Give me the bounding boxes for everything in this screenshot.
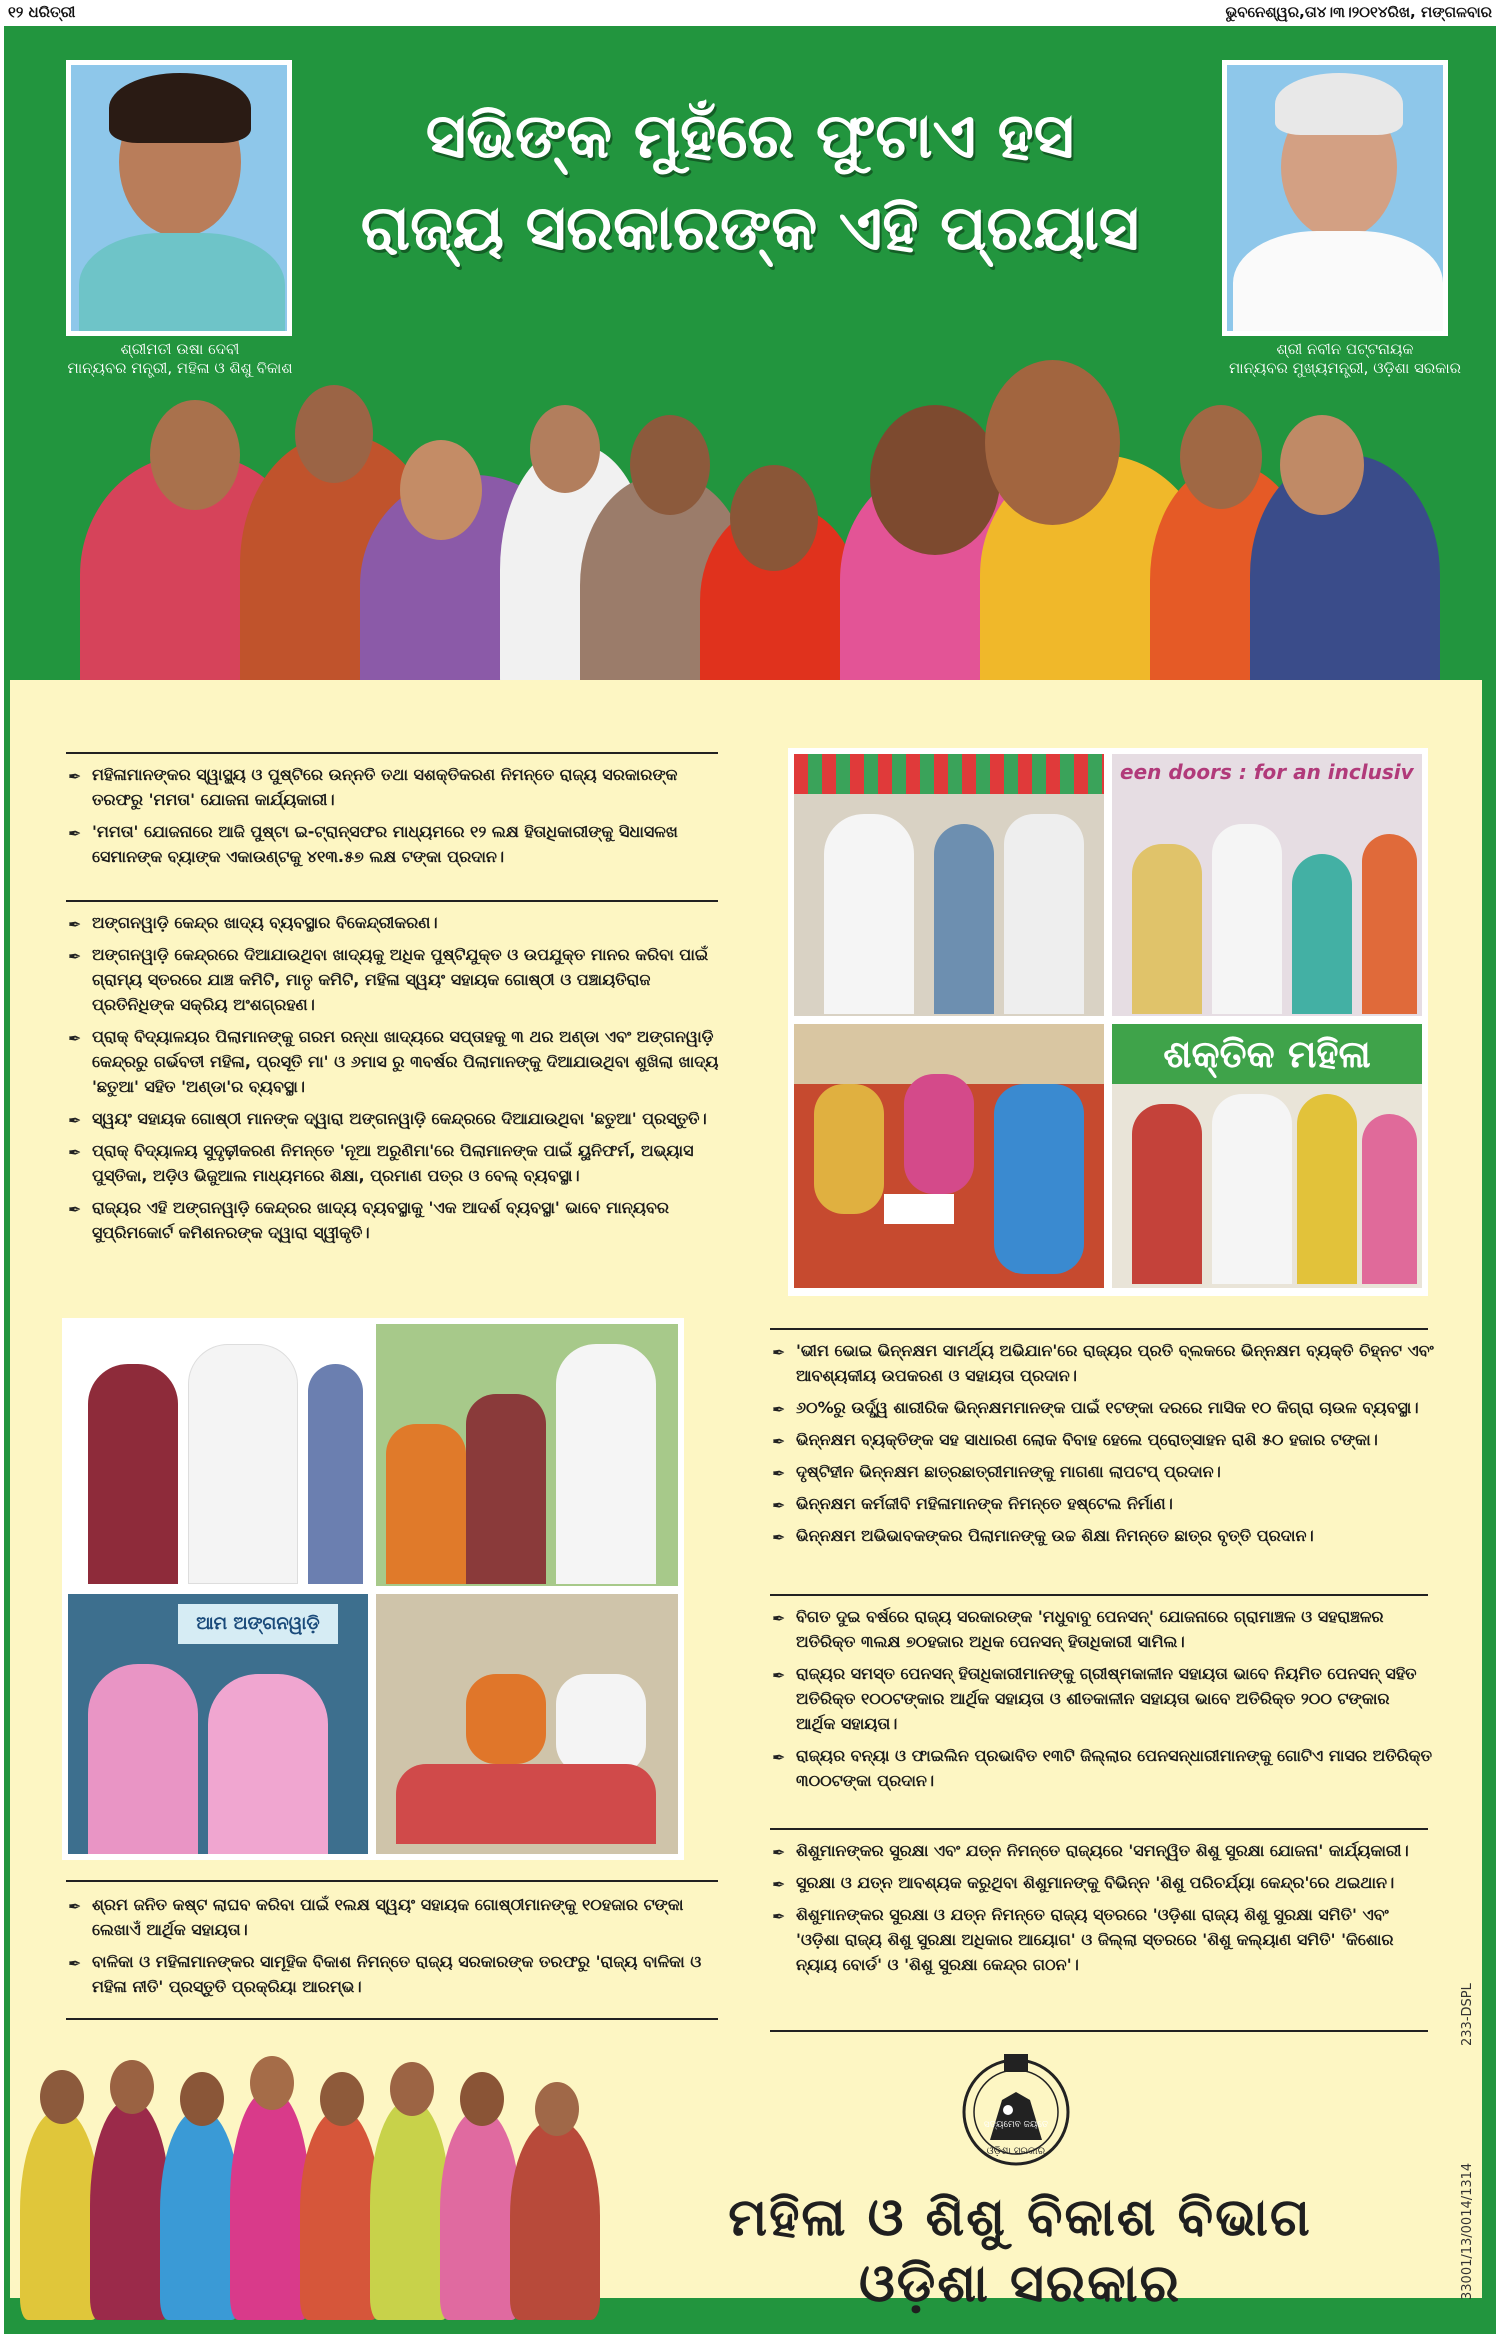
list-item: ✒ 'ମମତା' ଯୋଜନାରେ ଆଜି ପୁଷ୍ଟା ଇ-ଟ୍ରାନ୍ସଫର ମାଧ୍ୟମରେ ୧୨ ଲକ୍ଷ ହିତାଧିକାରୀଙ୍କୁ ସିଧାସଳଖ ସେମାନଙ୍କ ବ୍ୟାଙ୍କ ଏକାଉଣ୍ଟକୁ ୪୧୩.୫୭ ଲକ୍ଷ ଟଙ୍କା ପ୍ରଦାନ। xyxy=(68,822,678,866)
banner-text: ଶକ୍ତିକ ମହିଳା xyxy=(1112,1024,1422,1084)
list-item: ✒ ଅଙ୍ଗନୱାଡ଼ି କେନ୍ଦ୍ରରେ ଦିଆଯାଉଥିବା ଖାଦ୍ୟକୁ ଅଧିକ ପୁଷ୍ଟିଯୁକ୍ତ ଓ ଉପଯୁକ୍ତ ମାନର କରିବା ପାଇଁ ଗ୍ରାମ୍ୟ ସ୍ତରରେ ଯାଞ୍ଚ କମିଟି, ମାତୃ କମିଟି, ମହିଳା ସ୍ୱୟଂ ସହାୟକ ଗୋଷ୍ଠୀ ଓ ପଞ୍ଚାୟତିରାଜ ପ୍ରତିନିଧିଙ୍କ ସକ୍ରିୟ ଅଂଶଗ୍ରହଣ। xyxy=(68,945,709,1014)
banner-text: een doors : for an inclusiv xyxy=(1120,760,1414,784)
photo xyxy=(68,1594,368,1854)
list-item: ✒ ବାଳିକା ଓ ମହିଳାମାନଙ୍କର ସାମୂହିକ ବିକାଶ ନିମନ୍ତେ ରାଜ୍ୟ ସରକାରଙ୍କ ତରଫରୁ 'ରାଜ୍ୟ ବାଳିକା ଓ ମହିଳା ନୀତି' ପ୍ରସ୍ତୁତି ପ୍ରକ୍ରିୟା ଆରମ୍ଭ। xyxy=(68,1952,702,1996)
people-collage xyxy=(80,345,1440,705)
photo xyxy=(794,754,1104,1016)
pen-nib-icon: ✒ xyxy=(772,1400,786,1419)
left-portrait-name: ଶ୍ରୀମତୀ ଉଷା ଦେବୀ xyxy=(120,340,240,358)
rule xyxy=(66,752,718,754)
photo xyxy=(1112,1024,1422,1288)
rule xyxy=(770,2030,1428,2032)
rule xyxy=(66,900,718,902)
pen-nib-icon: ✒ xyxy=(772,1432,786,1451)
pen-nib-icon: ✒ xyxy=(68,1200,82,1219)
photo xyxy=(68,1324,368,1586)
bullet-list-a xyxy=(66,762,726,876)
ad-code: 233-DSPL xyxy=(1460,1983,1475,2046)
pen-nib-icon: ✒ xyxy=(772,1528,786,1547)
list-item: ✒ ରାଜ୍ୟର ଏହି ଅଙ୍ଗନୱାଡ଼ି କେନ୍ଦ୍ରର ଖାଦ୍ୟ ବ୍ୟବସ୍ଥାକୁ 'ଏକ ଆଦର୍ଶ ବ୍ୟବସ୍ଥା' ଭାବେ ମାନ୍ୟବର ସୁପ୍ରିମକୋର୍ଟ କମିଶନରଙ୍କ ଦ୍ୱାରା ସ୍ୱୀକୃତି। xyxy=(68,1198,670,1242)
emblem-motto: ସତ୍ୟମେବ ଜୟତେ xyxy=(983,2120,1049,2130)
place-date: ଭୁବନେଶ୍ୱର,ତା୪।୩।୨୦୧୪ରିଖ, ମଙ୍ଗଳବାର xyxy=(1225,3,1492,21)
rule xyxy=(770,1328,1428,1330)
list-item: ✒ 'ଭୀମ ଭୋଇ ଭିନ୍ନକ୍ଷମ ସାମର୍ଥ୍ୟ ଅଭିଯାନ'ରେ ରାଜ୍ୟର ପ୍ରତି ବ୍ଲକରେ ଭିନ୍ନକ୍ଷମ ବ୍ୟକ୍ତି ଚିହ୍ନଟ ଏବଂ ଆବଶ୍ୟକୀୟ ଉପକରଣ ଓ ସହାୟତା ପ୍ରଦାନ। xyxy=(772,1341,1434,1385)
women-group-photo xyxy=(20,2050,620,2320)
state-emblem xyxy=(960,2050,1072,2180)
header-strip xyxy=(0,0,1500,26)
pen-nib-icon: ✒ xyxy=(68,767,82,786)
pen-nib-icon: ✒ xyxy=(68,824,82,843)
pen-nib-icon: ✒ xyxy=(68,915,82,934)
bullet-list-e xyxy=(770,1604,1434,1800)
photo xyxy=(1112,754,1422,1016)
rule xyxy=(66,1880,718,1882)
pen-nib-icon: ✒ xyxy=(772,1907,786,1926)
list-item: ✒ ପ୍ରାକ୍ ବିଦ୍ୟାଳୟ ସୁଦୃଢ଼ୀକରଣ ନିମନ୍ତେ 'ନୂଆ ଅରୁଣିମା'ରେ ପିଲାମାନଙ୍କ ପାଇଁ ୟୁନିଫର୍ମ, ଅଭ୍ୟାସ ପୁସ୍ତିକା, ଅଡ଼ିଓ ଭିଜୁଆଲ ମାଧ୍ୟମରେ ଶିକ୍ଷା, ପ୍ରମାଣ ପତ୍ର ଓ ବେଲ୍ ବ୍ୟବସ୍ଥା। xyxy=(68,1141,694,1185)
department-signature xyxy=(680,2185,1360,2317)
left-portrait-title: ମାନ୍ୟବର ମନ୍ତ୍ରୀ, ମହିଳା ଓ ଶିଶୁ ବିକାଶ xyxy=(67,359,293,377)
pen-nib-icon: ✒ xyxy=(772,1343,786,1362)
sign-text: ଆମ ଅଙ୍ଗନୱାଡ଼ି xyxy=(178,1604,338,1644)
list-item: ✒ ସ୍ୱୟଂ ସହାୟକ ଗୋଷ୍ଠୀ ମାନଙ୍କ ଦ୍ୱାରା ଅଙ୍ଗନୱାଡ଼ି କେନ୍ଦ୍ରରେ ଦିଆଯାଉଥିବା 'ଛତୁଆ' ପ୍ରସ୍ତୁତି। xyxy=(66,1106,726,1131)
pen-nib-icon: ✒ xyxy=(772,1464,786,1483)
list-item: ✒ ରାଜ୍ୟର ବନ୍ୟା ଓ ଫାଇଲିନ ପ୍ରଭାବିତ ୧୩ଟି ଜିଲ୍ଲାର ପେନସନ୍ଧାରୀମାନଙ୍କୁ ଗୋଟିଏ ମାସର ଅତିରିକ୍ତ ୩୦୦ଟଙ୍କା ପ୍ରଦାନ। xyxy=(772,1746,1432,1790)
list-item: ✒ ଭିନ୍ନକ୍ଷମ ବ୍ୟକ୍ତିଙ୍କ ସହ ସାଧାରଣ ଲୋକ ବିବାହ ହେଲେ ପ୍ରୋତ୍ସାହନ ରାଶି ୫୦ ହଜାର ଟଙ୍କା। xyxy=(770,1427,1434,1452)
ad-reference: 33001/13/0014/1314 xyxy=(1460,2162,1475,2300)
department-name: ମହିଳା ଓ ଶିଶୁ ବିକାଶ ବିଭାଗ xyxy=(728,2188,1312,2248)
right-portrait-title: ମାନ୍ୟବର ମୁଖ୍ୟମନ୍ତ୍ରୀ, ଓଡ଼ିଶା ସରକାର xyxy=(1228,359,1462,377)
photo xyxy=(376,1594,678,1854)
list-item: ✒ ଶିଶୁମାନଙ୍କର ସୁରକ୍ଷା ଏବଂ ଯତ୍ନ ନିମନ୍ତେ ରାଜ୍ୟରେ 'ସମନ୍ୱିତ ଶିଶୁ ସୁରକ୍ଷା ଯୋଜନା' କାର୍ଯ୍ୟକାରୀ। xyxy=(770,1838,1434,1863)
pen-nib-icon: ✒ xyxy=(772,1875,786,1894)
pen-nib-icon: ✒ xyxy=(772,1843,786,1862)
list-item: ✒ ଭିନ୍ନକ୍ଷମ କର୍ମଜୀବି ମହିଳାମାନଙ୍କ ନିମନ୍ତେ ହଷ୍ଟେଲ ନିର୍ମାଣ। xyxy=(770,1491,1434,1516)
pen-nib-icon: ✒ xyxy=(772,1666,786,1685)
list-item: ✒ ୬୦%ରୁ ଉର୍ଦ୍ଧ୍ୱ ଶାରୀରିକ ଭିନ୍ନକ୍ଷମମାନଙ୍କ ପାଇଁ ୧ଟଙ୍କା ଦରରେ ମାସିକ ୧୦ କିଗ୍ରା ଚାଉଳ ବ୍ୟବସ୍ଥା। xyxy=(770,1395,1434,1420)
pen-nib-icon: ✒ xyxy=(68,947,82,966)
photo xyxy=(376,1324,678,1586)
rule xyxy=(770,1594,1428,1596)
pen-nib-icon: ✒ xyxy=(68,1029,82,1048)
list-item: ✒ ଭିନ୍ନକ୍ଷମ ଅଭିଭାବକଙ୍କର ପିଲାମାନଙ୍କୁ ଉଚ୍ଚ ଶିକ୍ଷା ନିମନ୍ତେ ଛାତ୍ର ବୃତ୍ତି ପ୍ରଦାନ। xyxy=(770,1523,1434,1548)
bullet-list-d xyxy=(770,1338,1434,1555)
photo-grid-middle xyxy=(62,1318,684,1860)
pen-nib-icon: ✒ xyxy=(68,1897,82,1916)
left-portrait-photo xyxy=(66,60,292,336)
list-item: ✒ ଦୃଷ୍ଟିହୀନ ଭିନ୍ନକ୍ଷମ ଛାତ୍ରଛାତ୍ରୀମାନଙ୍କୁ ମାଗଣା ଲାପଟପ୍ ପ୍ରଦାନ। xyxy=(770,1459,1434,1484)
list-item: ✒ ବିଗତ ଦୁଇ ବର୍ଷରେ ରାଜ୍ୟ ସରକାରଙ୍କ 'ମଧୁବାବୁ ପେନସନ୍' ଯୋଜନାରେ ଗ୍ରାମାଞ୍ଚଳ ଓ ସହରାଞ୍ଚଳର ଅତିରିକ୍ତ ୩ଲକ୍ଷ ୭୦ହଜାର ଅଧିକ ପେନସନ୍ ହିତାଧିକାରୀ ସାମିଲ। xyxy=(772,1607,1384,1651)
bullet-list-b xyxy=(66,910,726,1252)
rule xyxy=(66,2018,718,2020)
list-item: ✒ ମହିଳାମାନଙ୍କର ସ୍ୱାସ୍ଥ୍ୟ ଓ ପୁଷ୍ଟିରେ ଉନ୍ନତି ତଥା ସଶକ୍ତିକରଣ ନିମନ୍ତେ ରାଜ୍ୟ ସରକାରଙ୍କ ତରଫରୁ 'ମମତା' ଯୋଜନା କାର୍ଯ୍ୟକାରୀ। xyxy=(68,765,678,809)
list-item: ✒ ପ୍ରାକ୍ ବିଦ୍ୟାଳୟର ପିଲାମାନଙ୍କୁ ଗରମ ରନ୍ଧା ଖାଦ୍ୟରେ ସପ୍ତାହକୁ ୩ ଥର ଅଣ୍ଡା ଏବଂ ଅଙ୍ଗନୱାଡ଼ି କେନ୍ଦ୍ରରୁ ଗର୍ଭବତୀ ମହିଳା, ପ୍ରସୂତି ମା' ଓ ୬ମାସ ରୁ ୩ବର୍ଷର ପିଲାମାନଙ୍କୁ ଦିଆଯାଉଥିବା ଶୁଖିଲା ଖାଦ୍ୟ 'ଛତୁଆ' ସହିତ 'ଅଣ୍ଡା'ର ବ୍ୟବସ୍ଥା। xyxy=(68,1027,719,1096)
pen-nib-icon: ✒ xyxy=(68,1143,82,1162)
rule xyxy=(770,1828,1428,1830)
bullet-list-c xyxy=(66,1892,726,2006)
photo-grid-top xyxy=(788,748,1428,1296)
pen-nib-icon: ✒ xyxy=(772,1748,786,1767)
list-item: ✒ ଶ୍ରମ ଜନିତ କଷ୍ଟ ଲାଘବ କରିବା ପାଇଁ ୧ଲକ୍ଷ ସ୍ୱୟଂ ସହାୟକ ଗୋଷ୍ଠୀମାନଙ୍କୁ ୧୦ହଜାର ଟଙ୍କା ଲେଖାଏଁ ଆର୍ଥିକ ସହାୟତା। xyxy=(68,1895,684,1939)
headline-line-1: ସଭିଙ୍କ ମୁହଁରେ ଫୁଟାଏ ହସ xyxy=(425,99,1075,172)
photo xyxy=(794,1024,1104,1288)
pen-nib-icon: ✒ xyxy=(772,1496,786,1515)
list-item: ✒ ଶିଶୁମାନଙ୍କର ସୁରକ୍ଷା ଓ ଯତ୍ନ ନିମନ୍ତେ ରାଜ୍ୟ ସ୍ତରରେ 'ଓଡ଼ିଶା ରାଜ୍ୟ ଶିଶୁ ସୁରକ୍ଷା ସମିତି' ଏବଂ 'ଓଡ଼ିଶା ରାଜ୍ୟ ଶିଶୁ ସୁରକ୍ଷା ଅଧିକାର ଆୟୋଗ' ଓ ଜିଲ୍ଲା ସ୍ତରରେ 'ଶିଶୁ କଲ୍ୟାଣ ସମିତି' 'କିଶୋର ନ୍ୟାୟ ବୋର୍ଡ' ଓ 'ଶିଶୁ ସୁରକ୍ଷା କେନ୍ଦ୍ର ଗଠନ'। xyxy=(772,1905,1394,1974)
pen-nib-icon: ✒ xyxy=(68,1954,82,1973)
pen-nib-icon: ✒ xyxy=(68,1111,82,1130)
headline xyxy=(300,90,1200,274)
list-item: ✒ ସୁରକ୍ଷା ଓ ଯତ୍ନ ଆବଶ୍ୟକ କରୁଥିବା ଶିଶୁମାନଙ୍କୁ ବିଭିନ୍ନ 'ଶିଶୁ ପରିଚର୍ଯ୍ୟା କେନ୍ଦ୍ର'ରେ ଥଇଥାନ। xyxy=(770,1870,1434,1895)
right-portrait-name: ଶ୍ରୀ ନବୀନ ପଟ୍ଟନାୟକ xyxy=(1276,340,1414,358)
list-item: ✒ ରାଜ୍ୟର ସମସ୍ତ ପେନସନ୍ ହିତାଧିକାରୀମାନଙ୍କୁ ଗ୍ରୀଷ୍ମକାଳୀନ ସହାୟତା ଭାବେ ନିୟମିତ ପେନସନ୍ ସହିତ ଅତିରିକ୍ତ ୧୦୦ଟଙ୍କାର ଆର୍ଥିକ ସହାୟତା ଓ ଶୀତକାଳୀନ ସହାୟତା ଭାବେ ଅତିରିକ୍ତ ୨୦୦ ଟଙ୍କାର ଆର୍ଥିକ ସହାୟତା। xyxy=(772,1664,1417,1733)
bullet-list-f xyxy=(770,1838,1434,1984)
list-item: ✒ ଅଙ୍ଗନୱାଡ଼ି କେନ୍ଦ୍ର ଖାଦ୍ୟ ବ୍ୟବସ୍ଥାର ବିକେନ୍ଦ୍ରୀକରଣ। xyxy=(66,910,726,935)
emblem-caption: ଓଡ଼ିଶା ସରକାର xyxy=(986,2146,1046,2157)
pen-nib-icon: ✒ xyxy=(772,1609,786,1628)
headline-line-2: ରାଜ୍ୟ ସରକାରଙ୍କ ଏହି ପ୍ରୟାସ xyxy=(360,191,1140,264)
government-name: ଓଡ଼ିଶା ସରକାର xyxy=(858,2254,1182,2314)
right-portrait-photo xyxy=(1222,60,1448,336)
page-number: ୧୨ ଧରିତ୍ରୀ xyxy=(8,3,76,21)
